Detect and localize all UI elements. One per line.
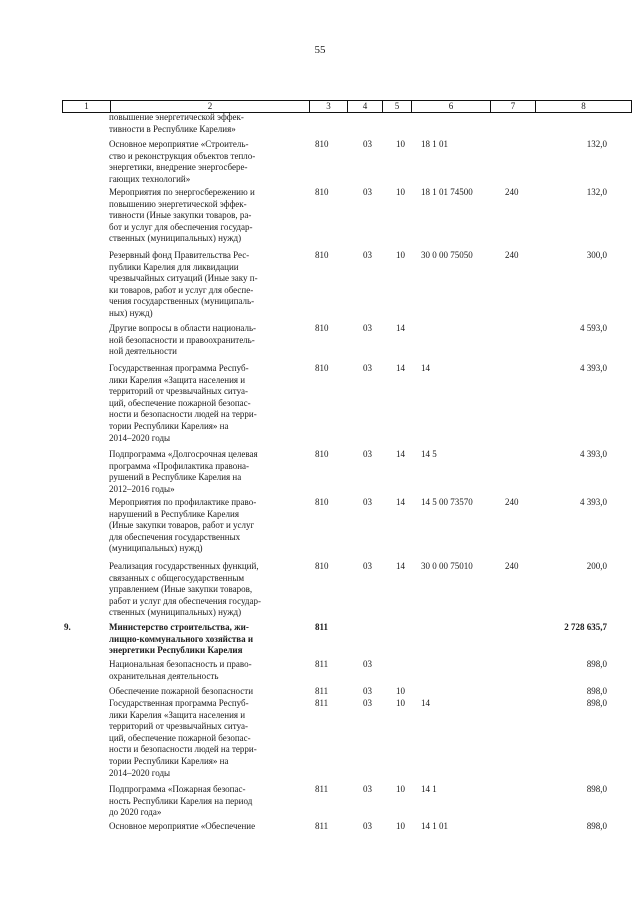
row-cell-c3: 810 [315, 187, 329, 197]
row-cell-c6: 14 5 00 73570 [421, 497, 473, 507]
row-cell-c6: 18 1 01 74500 [421, 187, 473, 197]
row-cell-c6: 14 1 01 [421, 821, 448, 831]
row-cell-c8: 898,0 [586, 686, 607, 696]
row-cell-c3: 810 [315, 363, 329, 373]
row-description: Основное мероприятие «Обеспечение [109, 821, 256, 831]
row-cell-c6: 30 0 00 75010 [421, 561, 473, 571]
row-number: 9. [64, 622, 71, 632]
row-cell-c3: 811 [315, 784, 329, 794]
row-cell-c3: 811 [315, 659, 329, 669]
column-header: 1 [63, 101, 111, 113]
row-cell-c3: 810 [315, 497, 329, 507]
row-cell-c3: 810 [315, 139, 329, 149]
column-header: 4 [348, 101, 383, 113]
row-cell-c3: 811 [315, 698, 329, 708]
row-cell-c7: 240 [505, 561, 519, 571]
row-description: Реализация государственных функций, связанных с общегосударственным управлением (Иные закупки товаров, работ и услуг для обеспечения государ- ственных (муниципальных) нужд) [109, 561, 261, 618]
row-cell-c5: 10 [396, 250, 405, 260]
row-description: Подпрограмма «Долгосрочная целевая программа «Профилактика правона- рушений в Республике Карелия на 2012–2016 годы» [109, 449, 258, 494]
row-cell-c6: 30 0 00 75050 [421, 250, 473, 260]
row-cell-c6: 14 5 [421, 449, 437, 459]
row-description: Государственная программа Респуб- лики Карелия «Защита населения и территорий от чрезвычайных ситуа- ций, обеспечение пожарной безопас- ности и безопасности людей на терри- тории Республики Карелия» на 2014–2020 годы [109, 363, 257, 443]
row-cell-c7: 240 [505, 250, 519, 260]
column-header: 5 [383, 101, 412, 113]
column-header: 2 [111, 101, 310, 113]
row-cell-c4: 03 [363, 784, 372, 794]
row-cell-c8: 200,0 [586, 561, 607, 571]
row-cell-c8: 2 728 635,7 [564, 622, 607, 632]
row-cell-c8: 4 393,0 [580, 497, 607, 507]
row-cell-c8: 898,0 [586, 784, 607, 794]
row-cell-c7: 240 [505, 187, 519, 197]
row-cell-c8: 300,0 [586, 250, 607, 260]
row-cell-c5: 14 [396, 497, 405, 507]
row-cell-c5: 10 [396, 686, 405, 696]
row-cell-c5: 10 [396, 187, 405, 197]
row-cell-c8: 132,0 [586, 187, 607, 197]
row-cell-c7: 240 [505, 497, 519, 507]
row-cell-c5: 14 [396, 323, 405, 333]
row-cell-c3: 811 [315, 622, 329, 632]
column-header: 8 [536, 101, 632, 113]
row-description: Обеспечение пожарной безопасности [109, 686, 254, 696]
row-description: Мероприятия по энергосбережению и повышению энергетической эффек- тивности (Иные закупки товаров, ра- бот и услуг для обеспечения государ- ственных (муниципальных) нужд) [109, 187, 255, 244]
row-cell-c4: 03 [363, 187, 372, 197]
row-cell-c3: 811 [315, 686, 329, 696]
row-cell-c8: 132,0 [586, 139, 607, 149]
row-cell-c5: 14 [396, 363, 405, 373]
row-cell-c8: 4 393,0 [580, 363, 607, 373]
row-cell-c3: 810 [315, 323, 329, 333]
row-cell-c3: 810 [315, 250, 329, 260]
row-cell-c5: 14 [396, 449, 405, 459]
row-cell-c6: 14 [421, 363, 430, 373]
row-cell-c4: 03 [363, 323, 372, 333]
row-description: повышение энергетической эффек- тивности в Республике Карелия» [109, 112, 244, 134]
column-header-row [63, 101, 632, 113]
row-cell-c5: 10 [396, 698, 405, 708]
row-cell-c4: 03 [363, 698, 372, 708]
row-cell-c5: 10 [396, 784, 405, 794]
row-cell-c8: 898,0 [586, 821, 607, 831]
row-cell-c4: 03 [363, 686, 372, 696]
row-description: Резервный фонд Правительства Рес- публики Карелия для ликвидации чрезвычайных ситуаций (Иные заку п- ки товаров, работ и услуг для обеспе- чения государственных (муниципаль- ных) нужд) [109, 250, 258, 318]
row-description: Другие вопросы в области националь- ной безопасности и правоохранитель- ной деятельности [109, 323, 257, 357]
row-cell-c5: 14 [396, 561, 405, 571]
row-cell-c4: 03 [363, 139, 372, 149]
row-cell-c8: 898,0 [586, 659, 607, 669]
column-header: 6 [412, 101, 491, 113]
row-description: Национальная безопасность и право- охранительная деятельность [109, 659, 252, 681]
row-cell-c4: 03 [363, 250, 372, 260]
row-cell-c4: 03 [363, 449, 372, 459]
row-cell-c4: 03 [363, 659, 372, 669]
row-cell-c4: 03 [363, 363, 372, 373]
row-cell-c6: 18 1 01 [421, 139, 448, 149]
row-cell-c6: 14 1 [421, 784, 437, 794]
page-number: 55 [314, 44, 326, 56]
row-cell-c4: 03 [363, 561, 372, 571]
row-cell-c5: 10 [396, 821, 405, 831]
row-cell-c8: 4 393,0 [580, 449, 607, 459]
row-description: Основное мероприятие «Строитель- ство и реконструкция объектов тепло- энергетики, внедрение энергосбере- гающих технологий» [109, 139, 256, 184]
row-description: Министерство строительства, жи- лищно-коммунального хозяйства и энергетики Республики Карелия [109, 622, 254, 656]
row-cell-c3: 810 [315, 561, 329, 571]
row-cell-c4: 03 [363, 497, 372, 507]
row-cell-c3: 811 [315, 821, 329, 831]
row-cell-c4: 03 [363, 821, 372, 831]
row-cell-c6: 14 [421, 698, 430, 708]
column-header: 3 [310, 101, 348, 113]
row-description: Государственная программа Респуб- лики Карелия «Защита населения и территорий от чрезвычайных ситуа- ций, обеспечение пожарной безопас- ности и безопасности людей на терри- тории Республики Карелия» на 2014–2020 годы [109, 698, 257, 778]
column-header: 7 [491, 101, 536, 113]
row-cell-c5: 10 [396, 139, 405, 149]
row-description: Подпрограмма «Пожарная безопас- ность Республики Карелия на период до 2020 года» [109, 784, 253, 818]
row-cell-c8: 898,0 [586, 698, 607, 708]
row-description: Мероприятия по профилактике право- нарушений в Республике Карелия (Иные закупки товаров, работ и услуг для обеспечения государственных (муниципальных) нужд) [109, 497, 257, 554]
row-cell-c8: 4 593,0 [580, 323, 607, 333]
row-cell-c3: 810 [315, 449, 329, 459]
